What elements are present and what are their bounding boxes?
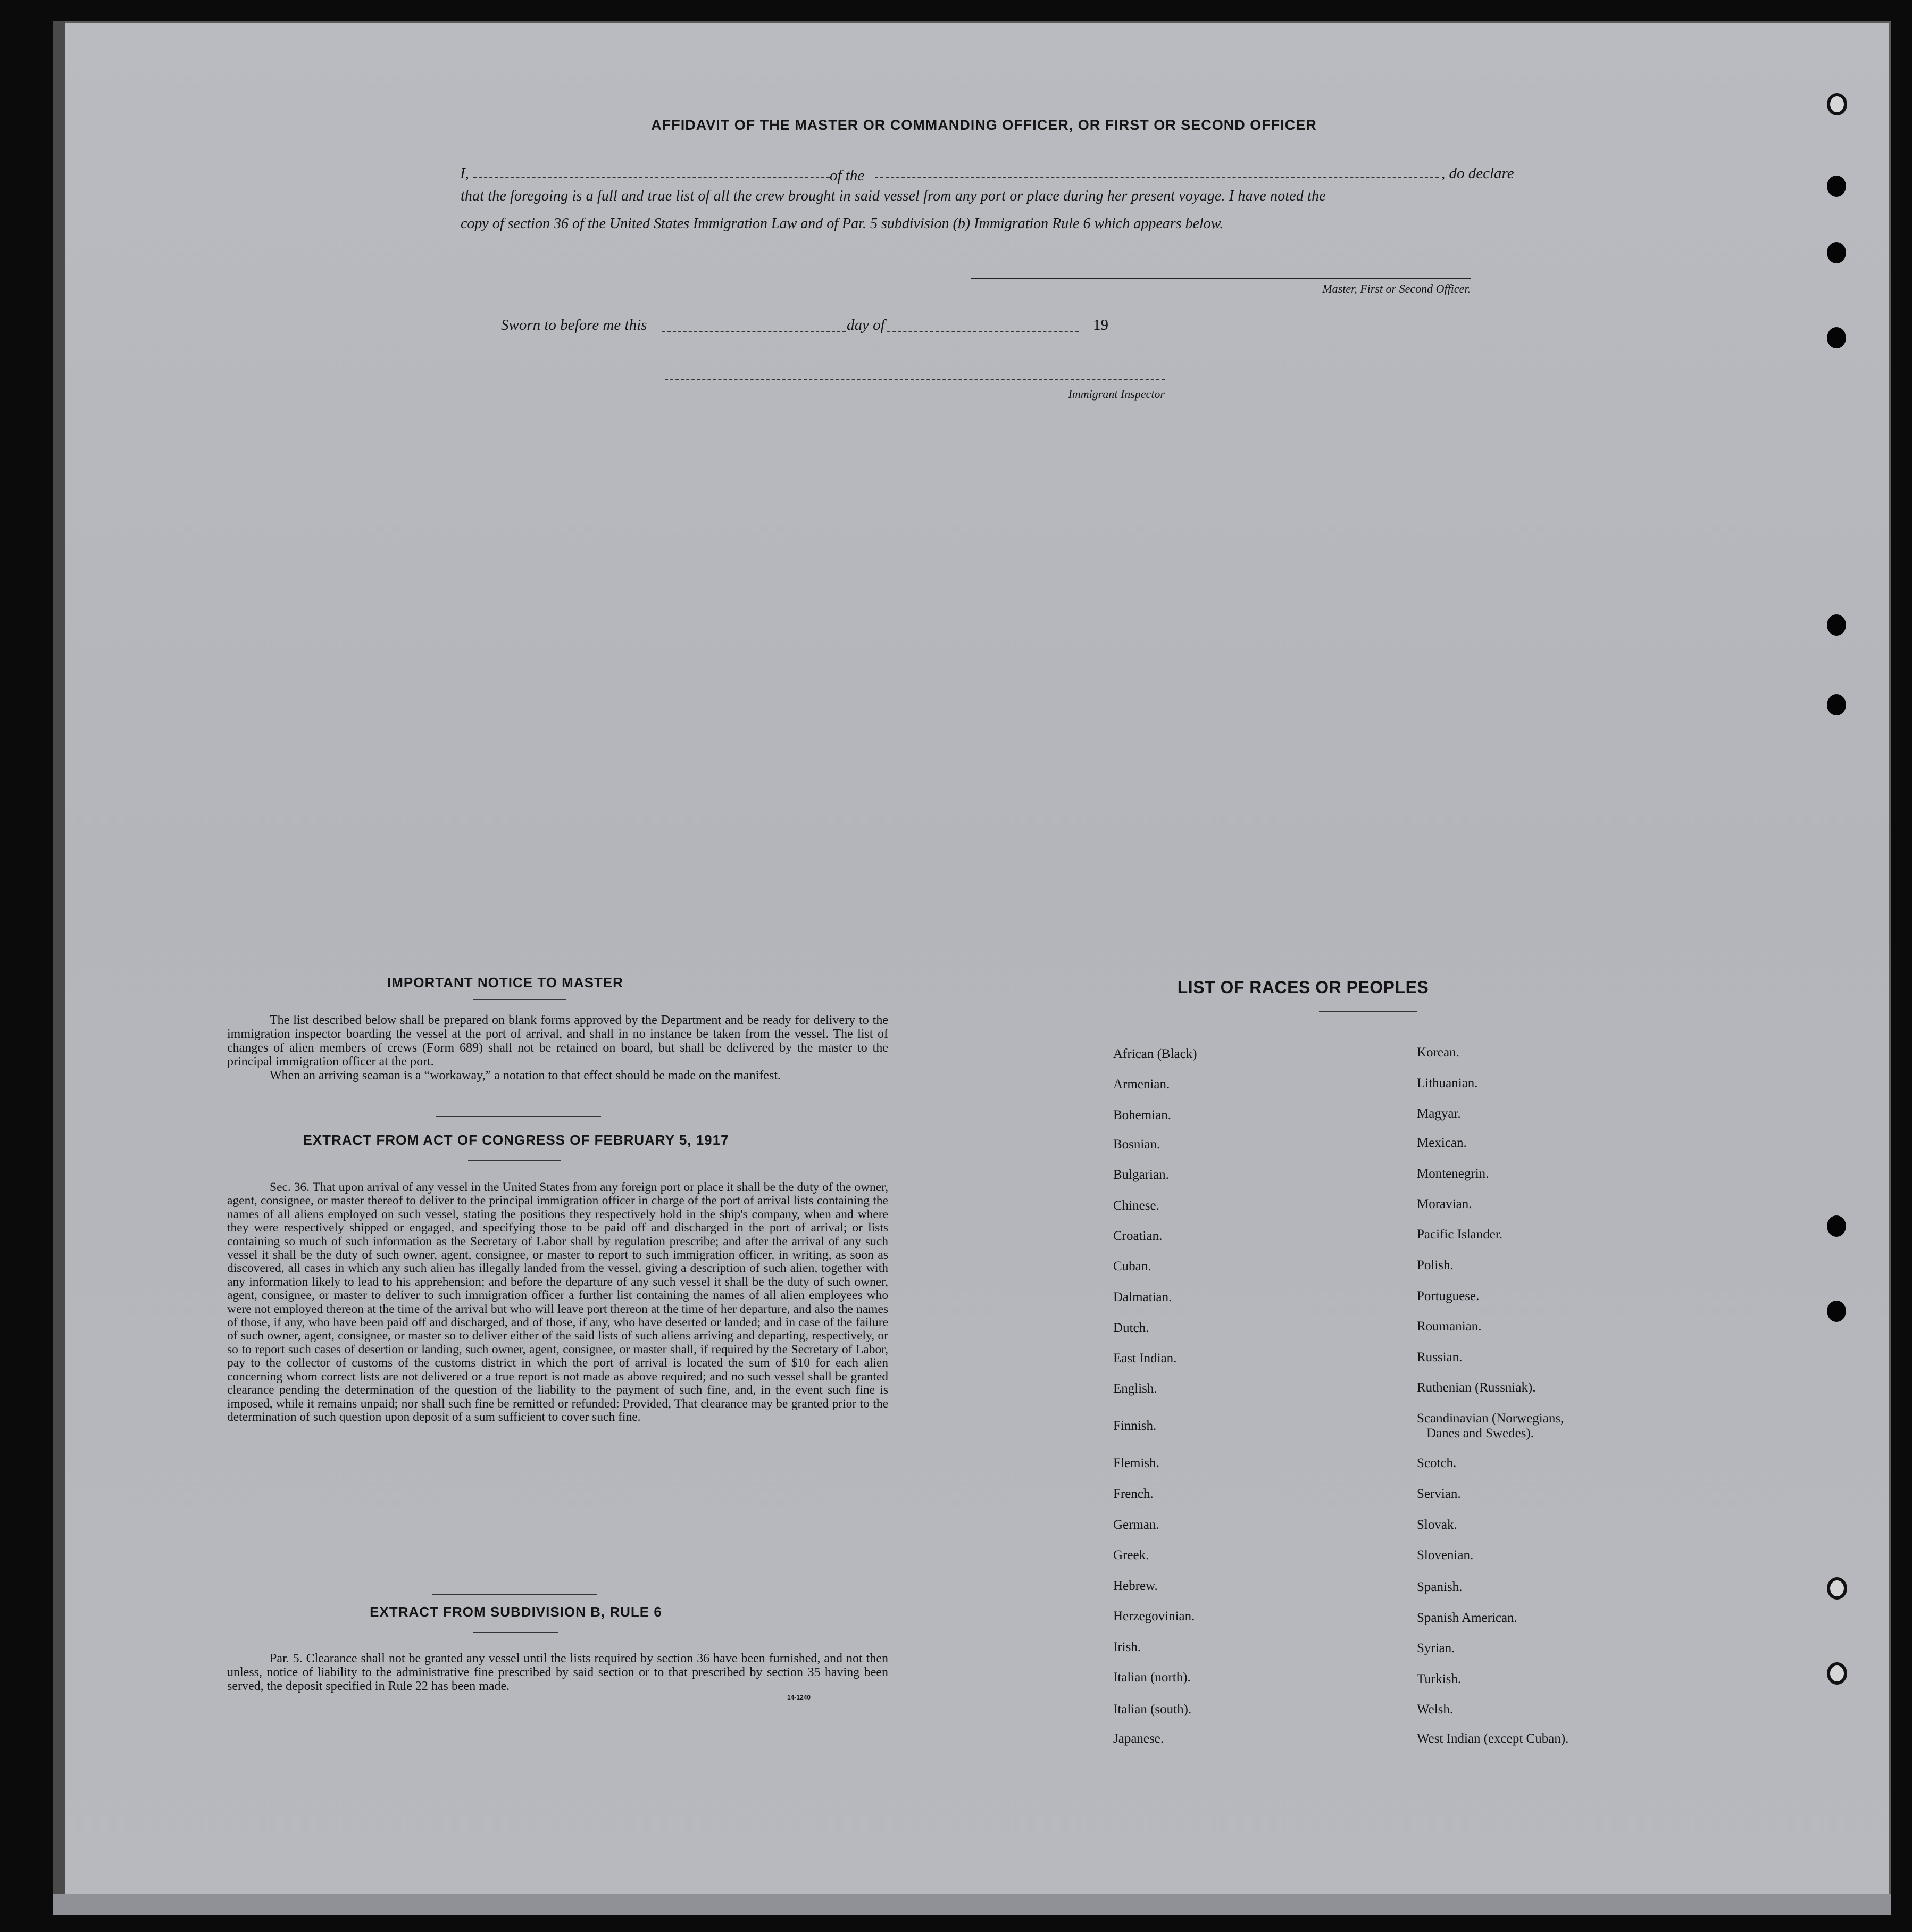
race-list-item: German.: [1113, 1518, 1159, 1532]
race-list-item: African (Black): [1113, 1047, 1197, 1061]
race-list-item: Polish.: [1417, 1258, 1454, 1272]
rule-extract-heading: EXTRACT FROM SUBDIVISION B, RULE 6: [370, 1604, 662, 1620]
binder-hole-icon: [1827, 176, 1846, 197]
race-list-item: Scotch.: [1417, 1456, 1457, 1470]
notice-paragraph-1: The list described below shall be prepared on blank forms approved by the Department and be ready for delivery to the immigration inspector boarding the vessel at the port of arrival, and shall in no instance be taken from the vessel. The list of changes of alien members of crews (Form 689) shall not be retained on board, but shall be delivered by the master to the principal immigration officer at the port.: [227, 1013, 888, 1069]
race-list-item: Russian.: [1417, 1350, 1463, 1364]
sheet-left-edge: [53, 21, 65, 1915]
race-list-item: English.: [1113, 1381, 1157, 1396]
race-list-item: Italian (north).: [1113, 1670, 1191, 1685]
binder-hole-icon: [1827, 242, 1846, 263]
affidavit-declare-label: , do declare: [1441, 165, 1514, 182]
race-list-item: Spanish.: [1417, 1580, 1463, 1594]
race-list-item: Finnish.: [1113, 1419, 1157, 1433]
race-list-item: Hebrew.: [1113, 1579, 1158, 1593]
race-list-item: Montenegrin.: [1417, 1167, 1489, 1181]
notice-heading: IMPORTANT NOTICE TO MASTER: [387, 975, 623, 990]
rule-heading-rule: [473, 1632, 558, 1633]
sworn-day-blank-line: [662, 331, 846, 332]
inspector-label: Immigrant Inspector: [1068, 387, 1165, 401]
officer-signature-label: Master, First or Second Officer.: [1322, 282, 1471, 295]
race-list-item: Roumanian.: [1417, 1319, 1482, 1334]
inspector-signature-line: [665, 379, 1165, 380]
binder-hole-icon: [1827, 327, 1846, 348]
document-sheet: [53, 21, 1891, 1915]
affidavit-body-line-2: copy of section 36 of the United States Immigration Law and of Par. 5 subdivision (b) Immigration Rule 6 which appears below.: [461, 215, 1224, 232]
race-list-item: Portuguese.: [1417, 1289, 1480, 1303]
race-list-item: Dalmatian.: [1113, 1290, 1172, 1304]
rule-6-text: Par. 5. Clearance shall not be granted any vessel until the lists required by section 36 have been furnished, and not then unless, notice of liability to the administrative fine prescribed by said section or to that prescribed by section 35 having been served, the deposit specified in Rule 22 has been made.: [227, 1652, 888, 1693]
race-list-item: Spanish American.: [1417, 1611, 1517, 1625]
act-heading-rule: [468, 1160, 561, 1161]
binder-hole-icon: [1827, 1577, 1847, 1600]
race-list-item: French.: [1113, 1487, 1154, 1501]
race-list-item: Lithuanian.: [1417, 1076, 1478, 1090]
race-list-item: Magyar.: [1417, 1106, 1461, 1121]
year-label: 19: [1093, 317, 1108, 334]
race-list-item: Bulgarian.: [1113, 1168, 1169, 1182]
binder-hole-icon: [1827, 1215, 1846, 1237]
act-extract-heading: EXTRACT FROM ACT OF CONGRESS OF FEBRUARY 5, 1917: [303, 1132, 729, 1148]
affidavit-i-label: I,: [460, 165, 469, 182]
binder-hole-icon: [1827, 93, 1847, 115]
notice-separator-rule: [436, 1116, 601, 1117]
form-number: 14-1240: [787, 1694, 811, 1701]
race-list-item: Welsh.: [1417, 1702, 1454, 1717]
race-list-item: Flemish.: [1113, 1456, 1159, 1470]
race-list-item: Armenian.: [1113, 1077, 1170, 1092]
race-list-item: Dutch.: [1113, 1321, 1149, 1335]
races-heading: LIST OF RACES OR PEOPLES: [1177, 978, 1429, 997]
affidavit-heading: AFFIDAVIT OF THE MASTER OR COMMANDING OFFICER, OR FIRST OR SECOND OFFICER: [651, 117, 1317, 133]
race-scandinavian-continued: Danes and Swedes).: [1426, 1426, 1534, 1440]
officer-signature-line: [971, 278, 1471, 279]
vessel-blank-line: [875, 177, 1439, 178]
affidavit-body-line-1: that the foregoing is a full and true list of all the crew brought in said vessel from any port or place during her present voyage. I have noted the: [461, 188, 1326, 204]
race-list-item: East Indian.: [1113, 1351, 1177, 1365]
race-list-item: Turkish.: [1417, 1672, 1462, 1686]
race-list-item: Syrian.: [1417, 1641, 1455, 1655]
race-list-item: Bosnian.: [1113, 1137, 1160, 1152]
race-list-item: Scandinavian (Norwegians,: [1417, 1411, 1564, 1426]
race-list-item: Ruthenian (Russniak).: [1417, 1380, 1536, 1395]
race-list-item: Servian.: [1417, 1487, 1461, 1501]
name-blank-line: [473, 177, 830, 178]
race-list-item: Chinese.: [1113, 1198, 1159, 1213]
race-list-item: West Indian (except Cuban).: [1417, 1731, 1569, 1746]
binder-hole-icon: [1827, 694, 1846, 715]
races-heading-rule: [1319, 1011, 1417, 1012]
race-list-item: Moravian.: [1417, 1197, 1472, 1211]
race-list-item: Slovak.: [1417, 1518, 1457, 1532]
race-list-item: Japanese.: [1113, 1731, 1164, 1746]
section-36-text: Sec. 36. That upon arrival of any vessel in the United States from any foreign port or place it shall be the duty of the owner, agent, consignee, or master thereof to deliver to the principal immigration officer in charge of the port of arrival lists containing the names of all aliens employed on such vessel, stating the positions they respectively hold in the ship's company, when and where they were respectively shipped or engaged, and specifying those to be paid off and discharged in the port of arrival; or lists containing so much of such information as the Secretary of Labor shall by regulation prescribe; and after the arrival of any such vessel it shall be the duty of such owner, agent, consignee, or master to report to such immigration officer, in writing, as soon as discovered, all cases in which any such alien has illegally landed from the vessel, giving a description of such alien, together with any information likely to lead to his apprehension; and before the departure of any such vessel it shall be the duty of such owner, agent, consignee, or master to deliver to such immigration officer a further list containing the names of all alien employees who were not employed thereon at the time of the arrival but who will leave port thereon at the time of her departure, and also the names of those, if any, who have been paid off and discharged, and of those, if any, who have deserted or landed; and in case of the failure of such owner, agent, consignee, or master so to deliver either of the said lists of such aliens arriving and departing, respectively, or so to report such cases of desertion or landing, such owner, agent, consignee, or master shall, if required by the Secretary of Labor, pay to the collector of customs of the customs district in which the port of arrival is located the sum of $10 for each alien concerning whom correct lists are not delivered or a true report is not made as above required; and no such vessel shall be granted clearance pending the determination of the question of the liability to the payment of such fine, and, in the event such fine is imposed, while it remains unpaid; nor shall such fine be remitted or refunded: Provided, That clearance may be granted prior to the determination of such question upon deposit of a sum sufficient to cover such fine.: [227, 1180, 888, 1424]
rule-separator-rule: [432, 1594, 597, 1595]
sheet-bottom-edge: [53, 1894, 1891, 1915]
race-list-item: Korean.: [1417, 1045, 1459, 1060]
binder-hole-icon: [1827, 1662, 1847, 1685]
race-list-item: Slovenian.: [1417, 1548, 1474, 1562]
notice-paragraph-2: When an arriving seaman is a “workaway,” a notation to that effect should be made on the manifest.: [270, 1069, 781, 1082]
race-list-item: Italian (south).: [1113, 1702, 1192, 1717]
sworn-label: Sworn to before me this: [501, 317, 647, 334]
race-list-item: Bohemian.: [1113, 1108, 1172, 1122]
notice-heading-rule: [473, 999, 566, 1000]
day-of-label: day of: [847, 317, 885, 334]
binder-hole-icon: [1827, 614, 1846, 636]
race-list-item: Herzegovinian.: [1113, 1609, 1195, 1623]
month-blank-line: [887, 331, 1079, 332]
race-list-item: Mexican.: [1417, 1136, 1467, 1150]
affidavit-of-the-label: of the: [830, 167, 865, 184]
race-list-item: Croatian.: [1113, 1229, 1163, 1243]
race-list-item: Irish.: [1113, 1640, 1141, 1654]
binder-hole-icon: [1827, 1301, 1846, 1322]
race-list-item: Pacific Islander.: [1417, 1227, 1503, 1242]
race-list-item: Cuban.: [1113, 1259, 1151, 1273]
race-list-item: Greek.: [1113, 1548, 1149, 1562]
